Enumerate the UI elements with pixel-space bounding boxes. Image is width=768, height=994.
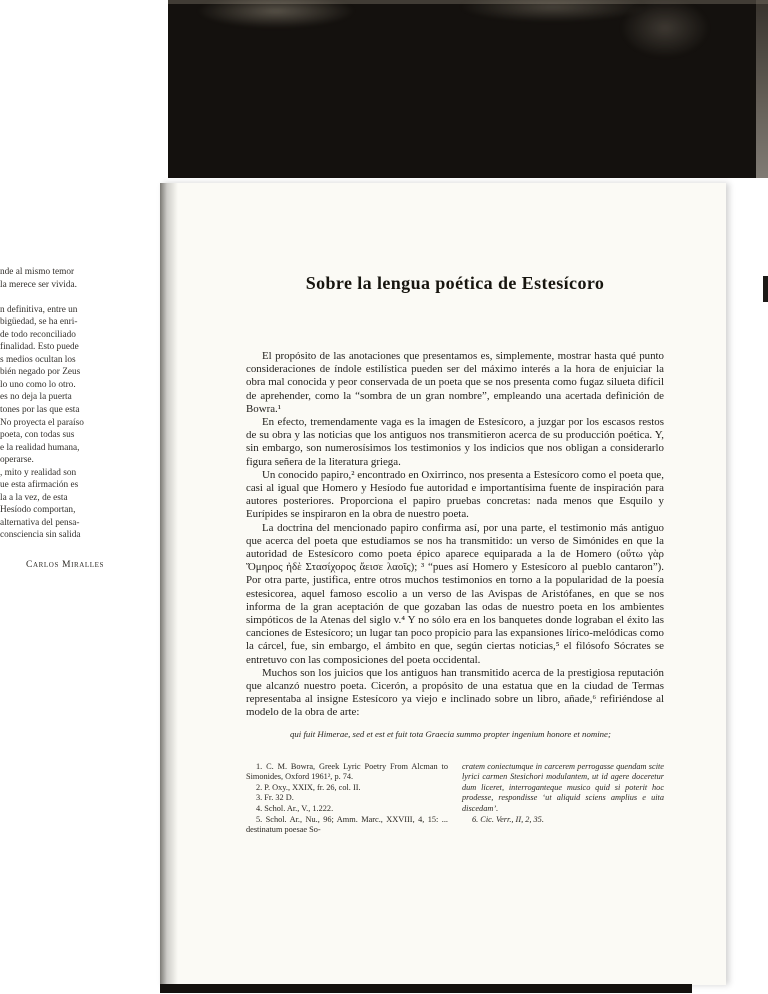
page-content bbox=[160, 183, 726, 836]
paragraph: En efecto, tremendamente vaga es la imagen de Estesícoro, a juzgar por los escasos restos de su obra y las noticias que los antiguos nos transmitieron acerca de su producción poética. Y, sin embargo, son numerosísimos los testimonios y los indicios que nos obligan a considerarlo figura señera de la literatura griega. bbox=[246, 416, 664, 468]
text-fragment-line: de todo reconciliado bbox=[0, 329, 76, 340]
text-fragment-line: la a la vez, de esta bbox=[0, 492, 68, 503]
footnote: 4. Schol. Ar., V., 1.222. bbox=[256, 804, 334, 814]
text-fragment-line: bigüedad, se ha enri- bbox=[0, 317, 78, 328]
text-fragment-line: Hesíodo comportan, bbox=[0, 505, 76, 516]
text-fragment-line: es no deja la puerta bbox=[0, 392, 72, 403]
paragraph: El propósito de las anotaciones que presentamos es, simplemente, mostrar hasta qué punto consideraciones de índole estilística pueden ser del máximo interés a la hora de enjuiciar la obra mal conocida y peor conservada de un poeta que se nos presenta como fugaz silueta difícil de aprehender, como la “sombra de un gran nombre”, empleando una acertada definición de Bowra.¹ bbox=[246, 350, 664, 415]
footnote: 3. Fr. 32 D. bbox=[256, 793, 294, 803]
footnotes-right-column bbox=[462, 762, 664, 836]
text-fragment-line bbox=[0, 291, 120, 304]
text-fragment-line: consciencia sin salida bbox=[0, 530, 81, 541]
footnotes-left-column bbox=[246, 762, 448, 836]
text-fragment-line: operarse. bbox=[0, 455, 34, 466]
text-fragment-line: , mito y realidad son bbox=[0, 467, 77, 478]
scanned-page bbox=[160, 183, 726, 985]
text-fragment-line: tones por las que esta bbox=[0, 405, 80, 416]
scan-artifact-streak bbox=[620, 0, 710, 58]
footnotes bbox=[246, 762, 664, 836]
footnote: 2. P. Oxy., XXIX, fr. 26, col. II. bbox=[256, 782, 361, 792]
text-fragment-line: la merece ser vivida. bbox=[0, 279, 77, 290]
text-fragment-line: s medios ocultan los bbox=[0, 354, 76, 365]
footnote: 1. C. M. Bowra, Greek Lyric Poetry From Alcman to Simonides, Oxford 1961², p. 74. bbox=[246, 761, 448, 782]
scan-right-edge-mark bbox=[763, 276, 768, 302]
text-fragment-line: No proyecta el paraíso bbox=[0, 417, 84, 428]
scan-artifact-edge bbox=[756, 0, 768, 178]
article-title: Sobre la lengua poética de Estesícoro bbox=[305, 273, 605, 293]
text-fragment-line: nde al mismo temor bbox=[0, 267, 75, 277]
scan-dark-band bbox=[168, 0, 768, 178]
text-fragment-line: finalidad. Esto puede bbox=[0, 342, 79, 353]
article-body bbox=[246, 350, 664, 720]
paragraph: La doctrina del mencionado papiro confirma así, por una parte, el testimonio más antiguo que acerca del poeta que estudiamos se nos ha transmitido: un verso de Simónides en que la autoridad de Estesícoro como poeta épico aparece equiparada a la de Homero (οὕτω γὰρ Ὅμηρος ἠδὲ Στασίχορος ἄεισε λαοῖς); ³ “pues así Homero y Estesícoro al pueblo cantaron”). Por otra parte, justifica, entre otros muchos testimonios en torno a la popularidad de la poesía estesicorea, aquel famoso escolio a un verso de las Avispas de Aristófanes, en que se nos informa de la gran aceptación de que gozaban las odas de nuestro poeta en los ambientes simpóticos de la Atenas del siglo v.⁴ Y no sólo era en los banquetes donde lograban el éxito las canciones de Estesícoro; un lugar tan poco propicio para las expansiones lírico-melódicas como la cárcel, fue, sin embargo, el ámbito en que, según ciertas noticias,⁵ el filósofo Sócrates se entretuvo con las composiciones del poeta occidental. bbox=[246, 521, 664, 666]
text-fragment-line: bién negado por Zeus bbox=[0, 367, 81, 378]
text-fragment-line: e la realidad humana, bbox=[0, 442, 80, 453]
text-fragment-line: lo uno como lo otro. bbox=[0, 379, 76, 390]
paragraph: Un conocido papiro,² encontrado en Oxirrinco, nos presenta a Estesícoro como el poeta que, casi al igual que Homero y Hesíodo fue autoridad e importantísima fuente de inspiración para autores posteriores. Proporciona el papiro pruebas concretas: nada menos que Esquilo y Eurípides se inspiraron en la obra de nuestro poeta. bbox=[246, 468, 664, 521]
text-fragment-line: poeta, con todas sus bbox=[0, 430, 75, 441]
previous-page-text bbox=[0, 266, 120, 542]
text-fragment-line: ue esta afirmación es bbox=[0, 480, 79, 491]
text-fragment-line: n definitiva, entre un bbox=[0, 304, 78, 315]
scan-artifact-streak bbox=[458, 0, 648, 22]
footnote: cratem coniectumque in carcerem perrogasse quendam scite lyrici carmen Stesichori modulantem, ut id agere doceretur dum liceret, interroganteque musico quid si poterit hoc prodesse, respondisse ‘ut aliquid sciens amplius e uita discedam’. bbox=[462, 761, 664, 814]
paragraph: Muchos son los juicios que los antiguos han transmitido acerca de la prestigiosa reputación que alcanzó nuestro poeta. Cicerón, a propósito de una estatua que en la ciudad de Termas representaba al insigne Estesícoro ya viejo e inclinado sobre un libro, añade,⁶ refiriéndose al modelo de la obra de arte: bbox=[246, 666, 664, 719]
text-fragment-line: alternativa del pensa- bbox=[0, 517, 80, 528]
author-signature: Carlos Miralles bbox=[26, 559, 105, 571]
scan-bottom-edge bbox=[160, 984, 692, 993]
previous-page-column bbox=[0, 266, 120, 572]
footnote: 6. Cic. Verr., II, 2, 35. bbox=[472, 814, 544, 824]
latin-quote: qui fuit Himerae, sed et est et fuit tota Graecia summo propter ingenium honore et nomine; bbox=[290, 728, 611, 739]
scan-artifact-streak bbox=[196, 0, 356, 28]
footnote: 5. Schol. Ar., Nu., 96; Amm. Marc., XXVIII, 4, 15: ... destinatum poesae So- bbox=[246, 814, 448, 835]
